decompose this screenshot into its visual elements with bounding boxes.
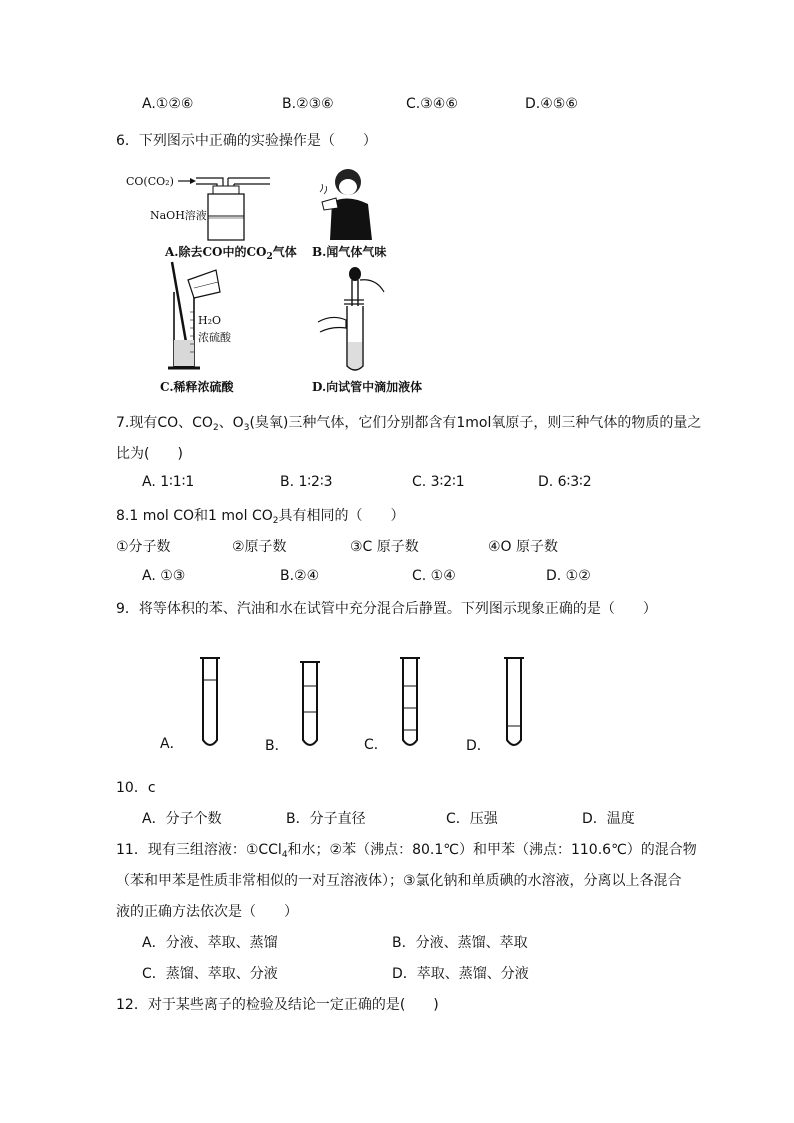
q11-option-c: C．蒸馏、萃取、分液 xyxy=(142,966,278,982)
caption-b: B.闻气体气味 xyxy=(312,245,387,259)
q8-item-3: ③C 原子数 xyxy=(350,539,419,555)
q11-option-a: A．分液、萃取、蒸馏 xyxy=(142,935,278,951)
q5-option-a: A.①②⑥ xyxy=(142,96,194,112)
q5-option-b: B.②③⑥ xyxy=(282,96,334,112)
caption-d: D.向试管中滴加液体 xyxy=(312,380,423,394)
smell-gas-figure xyxy=(312,166,382,240)
q8-item-4: ④O 原子数 xyxy=(488,539,559,555)
q5-option-c: C.③④⑥ xyxy=(406,96,458,112)
q7-option-c: C. 3∶2∶1 xyxy=(412,474,465,490)
gas-inlet-label: CO(CO₂) xyxy=(126,175,174,188)
q7-stem: 7.现有CO、$CO_2$、$O_3$(臭氧)三种气体，它们分别都含有1mol氧原子，则三种气体的物质的量之 xyxy=(116,415,702,433)
test-tube-b xyxy=(298,660,322,752)
q8-option-c: C. ①④ xyxy=(412,568,456,584)
q6-stem: 6．下列图示中正确的实验操作是（ ） xyxy=(116,133,377,149)
water-label: H₂O xyxy=(198,314,222,327)
tube-label-c: C． xyxy=(364,737,388,753)
q7-stem-line2: 比为( ) xyxy=(116,446,183,462)
q11-stem-line1: 11．现有三组溶液：①CCl$_4$和水；②苯（沸点：80.1℃）和甲苯（沸点：110.6℃）的混合物 xyxy=(116,842,697,860)
q7-option-a: A. 1∶1∶1 xyxy=(142,474,195,490)
q10-option-b: B．分子直径 xyxy=(286,811,366,827)
q5-option-d: D.④⑤⑥ xyxy=(525,96,578,112)
tube-label-d: D． xyxy=(466,738,491,754)
q8-option-a: A. ①③ xyxy=(142,568,186,584)
test-tube-d xyxy=(502,656,526,752)
dropper-figure xyxy=(314,262,394,374)
tube-label-a: A． xyxy=(160,736,184,752)
q10-option-c: C．压强 xyxy=(446,811,498,827)
test-tube-a xyxy=(198,656,222,752)
q10-option-d: D．温度 xyxy=(582,811,635,827)
q11-option-d: D．萃取、蒸馏、分液 xyxy=(392,966,529,982)
q12-stem: 12．对于某些离子的检验及结论一定正确的是( ) xyxy=(116,997,439,1013)
q7-option-d: D. 6∶3∶2 xyxy=(538,474,592,490)
q7-option-b: B. 1∶2∶3 xyxy=(280,474,333,490)
q10-stem: 10．c xyxy=(116,780,156,796)
q11-stem-line3: 液的正确方法依次是（ ） xyxy=(116,904,298,920)
naoh-solution-label: NaOH溶液 xyxy=(150,209,207,222)
q8-item-2: ②原子数 xyxy=(232,539,287,555)
caption-a: A.除去CO中的$CO_2$气体 xyxy=(165,245,297,262)
q11-stem-line2: （苯和甲苯是性质非常相似的一对互溶液体）；③氯化钠和单质碘的水溶液，分离以上各混合 xyxy=(116,873,682,889)
q8-option-b: B.②④ xyxy=(280,568,320,584)
q8-option-d: D. ①② xyxy=(546,568,591,584)
q8-stem: 8.1 mol CO和1 mol $CO_2$具有相同的（ ） xyxy=(116,508,405,526)
q10-option-a: A．分子个数 xyxy=(142,811,222,827)
caption-c: C.稀释浓硫酸 xyxy=(160,380,234,394)
q11-option-b: B．分液、蒸馏、萃取 xyxy=(392,935,528,951)
tube-label-b: B． xyxy=(265,738,289,754)
q8-item-1: ①分子数 xyxy=(116,539,171,555)
concentrated-acid-label: 浓硫酸 xyxy=(198,331,231,344)
q9-stem: 9．将等体积的苯、汽油和水在试管中充分混合后静置。下列图示现象正确的是（ ） xyxy=(116,601,657,617)
test-tube-c xyxy=(398,656,422,752)
